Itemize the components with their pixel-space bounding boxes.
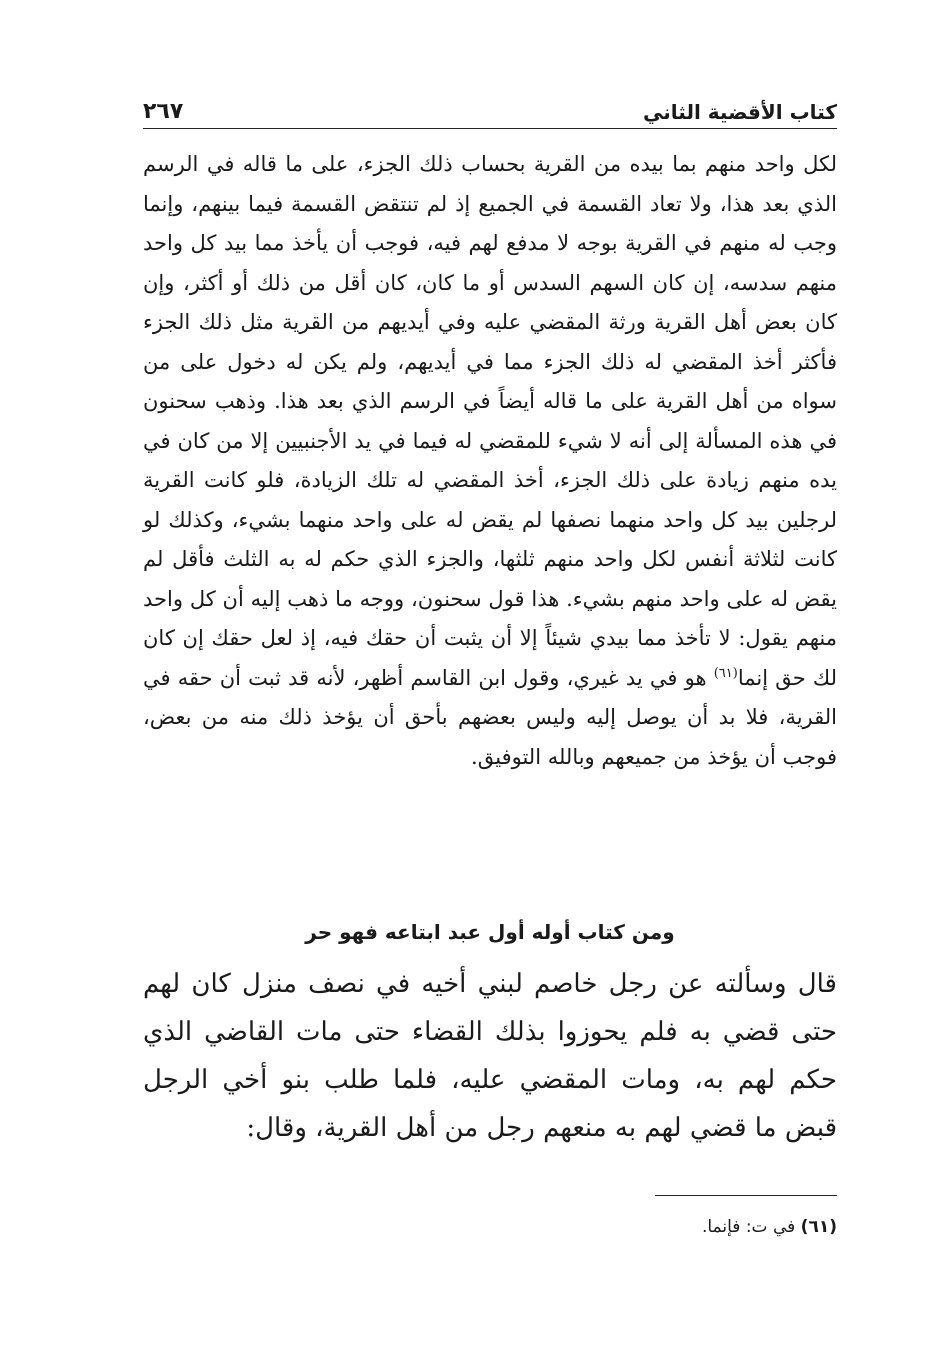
footnote-number: (٦١) <box>800 1217 837 1237</box>
main-paragraph <box>143 145 837 777</box>
section-paragraph: قال وسألته عن رجل خاصم لبني أخيه في نصف منزل كان لهم حتى قضي به فلم يحوزوا بذلك القضاء حتى مات القاضي الذي حكم لهم به، ومات المقضي عليه، فلما طلب بنو أخي الرجل قبض ما قضي لهم به منعهم رجل من أهل القرية، وقال: <box>143 969 837 1143</box>
page-number: ٢٦٧ <box>143 99 184 124</box>
paragraph-text-part-1: لكل واحد منهم بما بيده من القرية بحساب ذلك الجزء، على ما قاله في الرسم الذي بعد هذا، ولا تعاد القسمة في الجميع إذ لم تنتقض القسمة فيما بينهم، وإنما وجب له منهم في القرية بوجه لا مدفع لهم فيه، فوجب أن يأخذ مما بيد كل واحد منهم سدسه، إن كان السهم السدس أو ما كان، كان أقل من ذلك أو أكثر، وإن كان بعض أهل القرية ورثة المقضي عليه وفي أيديهم من القرية مثل ذلك الجزء فأكثر أخذ المقضي له ذلك الجزء مما في أيديهم، ولم يكن له دخول على من سواه من أهل القرية على ما قاله أيضاً في الرسم الذي بعد هذا. وذهب سحنون في هذه المسألة إلى أنه لا شيء للمقضي له فيما في يد الأجنبيين إلا من كان في يده منهم زيادة على ذلك الجزء، أخذ المقضي له تلك الزيادة، فلو كانت القرية لرجلين بيد كل واحد منهما نصفها لم يقض له على واحد منهما بشيء، وكذلك لو كانت لثلاثة أنفس لكل واحد منهم ثلثها، والجزء الذي حكم له به الثلث فأقل لم يقض له على واحد منهم بشيء. هذا قول سحنون، ووجه ما ذهب إليه أن كل واحد منهم يقول: لا تأخذ مما بيدي شيئاً إلا أن يثبت أن حقك فيه، إذ لعل حقك إن كان لك حق إنما <box>143 152 837 690</box>
paragraph-text-part-2: هو في يد غيري، وقول ابن القاسم أظهر، لأنه قد ثبت أن حقه في القرية، فلا بد أن يوصل إليه وليس بعضهم بأحق أن يؤخذ ذلك منه من بعض، فوجب أن يؤخذ من جميعهم وبالله التوفيق. <box>143 665 837 769</box>
footnote <box>143 1212 837 1242</box>
header-rule <box>143 128 837 129</box>
page-header <box>143 88 837 124</box>
section-heading: ومن كتاب أوله أول عبد ابتاعه فهو حر <box>305 920 675 944</box>
footnote-text: في ت: فإنما. <box>701 1217 801 1237</box>
footnote-reference: (٦١) <box>713 665 738 681</box>
running-title: كتاب الأقضية الثاني <box>643 100 837 124</box>
footnote-rule <box>655 1195 837 1196</box>
